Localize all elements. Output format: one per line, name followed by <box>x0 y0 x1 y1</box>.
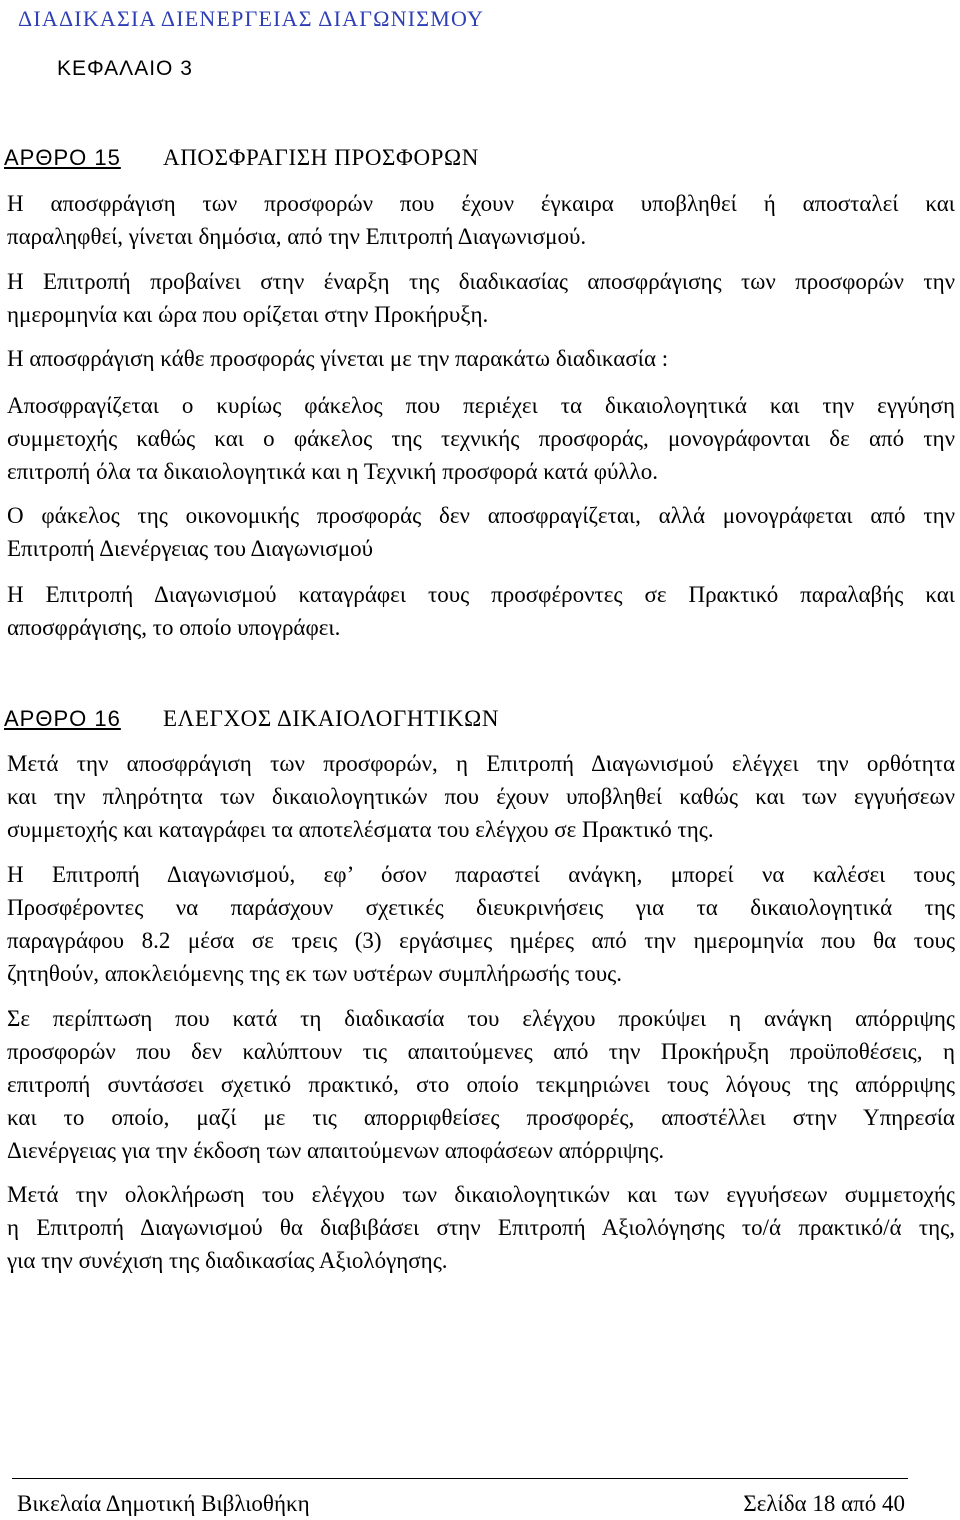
paragraph <box>7 1178 955 1277</box>
chapter-heading: ΚΕΦΑΛΑΙΟ 3 <box>57 57 193 80</box>
paragraph-line: επιτροπή όλα τα δικαιολογητικά και η Τεχνική προσφορά κατά φύλλο. <box>7 459 658 484</box>
paragraph-line: Η Επιτροπή προβαίνει στην έναρξη της διαδικασίας αποσφράγισης των προσφορών την <box>7 269 955 294</box>
paragraph-line: και το οποίο, μαζί με τις απορριφθείσες προσφορές, αποστέλλει στην Υπηρεσία <box>7 1105 955 1130</box>
article-16-title: ΕΛΕΓΧΟΣ ΔΙΚΑΙΟΛΟΓΗΤΙΚΩΝ <box>163 706 500 731</box>
paragraph <box>7 578 955 644</box>
paragraph-line: ζητηθούν, αποκλειόμενης της εκ των υστέρων συμπλήρωσής τους. <box>7 961 622 986</box>
paragraph-line: Η Επιτροπή Διαγωνισμού καταγράφει τους προσφέροντες σε Πρακτικό παραλαβής και <box>7 582 955 607</box>
article-16-label: ΑΡΘΡΟ 16 <box>4 706 121 731</box>
paragraph-line: ημερομηνία και ώρα που ορίζεται στην Προκήρυξη. <box>7 302 489 327</box>
paragraph-line: επιτροπή συντάσσει σχετικό πρακτικό, στο οποίο τεκμηριώνει τους λόγους της απόρριψης <box>7 1072 955 1097</box>
paragraph-line: Διενέργειας για την έκδοση των απαιτούμενων αποφάσεων απόρριψης. <box>7 1138 665 1163</box>
paragraph-line: Η αποσφράγιση κάθε προσφοράς γίνεται με την παρακάτω διαδικασία : <box>7 346 669 371</box>
paragraph-line: Επιτροπή Διενέργειας του Διαγωνισμού <box>7 536 374 561</box>
paragraph-line: Ο φάκελος της οικονομικής προσφοράς δεν αποσφραγίζεται, αλλά μονογράφεται από την <box>7 503 955 528</box>
paragraph-line: Η Επιτροπή Διαγωνισμού, εφ’ όσον παραστεί ανάγκη, μπορεί να καλέσει τους <box>7 862 955 887</box>
paragraph-line: Μετά την αποσφράγιση των προσφορών, η Επιτροπή Διαγωνισμού ελέγχει την ορθότητα <box>7 751 955 776</box>
article-15-label: ΑΡΘΡΟ 15 <box>4 145 121 170</box>
paragraph-line: αποσφράγισης, το οποίο υπογράφει. <box>7 615 341 640</box>
paragraph <box>7 187 955 253</box>
paragraph-line: συμμετοχής και καταγράφει τα αποτελέσματα του ελέγχου σε Πρακτικό της. <box>7 817 714 842</box>
document-title: ΔΙΑΔΙΚΑΣΙΑ ΔΙΕΝΕΡΓΕΙΑΣ ΔΙΑΓΩΝΙΣΜΟΥ <box>18 6 485 31</box>
footer-page-number: Σελίδα 18 από 40 <box>743 1491 905 1516</box>
paragraph-line: η Επιτροπή Διαγωνισμού θα διαβιβάσει στην Επιτροπή Αξιολόγησης το/ά πρακτικό/ά της, <box>7 1215 955 1240</box>
paragraph-line: για την συνέχιση της διαδικασίας Αξιολόγησης. <box>7 1248 448 1273</box>
paragraph-line: Η αποσφράγιση των προσφορών που έχουν έγκαιρα υποβληθεί ή αποσταλεί και <box>7 191 955 216</box>
paragraph <box>7 499 955 565</box>
paragraph <box>7 747 955 846</box>
paragraph <box>7 389 955 488</box>
paragraph <box>7 858 955 990</box>
paragraph-line: παραληφθεί, γίνεται δημόσια, από την Επιτροπή Διαγωνισμού. <box>7 224 587 249</box>
paragraph-line: προσφορών που δεν καλύπτουν τις απαιτούμενες από την Προκήρυξη προϋποθέσεις, η <box>7 1039 955 1064</box>
paragraph-line: και την πληρότητα των δικαιολογητικών που έχουν υποβληθεί καθώς και των εγγυήσεων <box>7 784 955 809</box>
footer-divider <box>12 1478 908 1479</box>
article-15-title: ΑΠΟΣΦΡΑΓΙΣΗ ΠΡΟΣΦΟΡΩΝ <box>163 145 479 170</box>
paragraph <box>7 1002 955 1167</box>
paragraph-line: Μετά την ολοκλήρωση του ελέγχου των δικαιολογητικών και των εγγυήσεων συμμετοχής <box>7 1182 955 1207</box>
paragraph-line: Προσφέροντες να παράσχουν σχετικές διευκρινήσεις για τα δικαιολογητικά της <box>7 895 955 920</box>
paragraph-line: Σε περίπτωση που κατά τη διαδικασία του ελέγχου προκύψει η ανάγκη απόρριψης <box>7 1006 955 1031</box>
paragraph <box>7 265 955 331</box>
footer-library-name: Βικελαία Δημοτική Βιβλιοθήκη <box>17 1491 310 1516</box>
paragraph-line: Αποσφραγίζεται ο κυρίως φάκελος που περιέχει τα δικαιολογητικά και την εγγύηση <box>7 393 955 418</box>
paragraph-line: παραγράφου 8.2 μέσα σε τρεις (3) εργάσιμες ημέρες από την ημερομηνία που θα τους <box>7 928 955 953</box>
paragraph <box>7 342 955 375</box>
paragraph-line: συμμετοχής καθώς και ο φάκελος της τεχνικής προσφοράς, μονογράφονται δε από την <box>7 426 955 451</box>
